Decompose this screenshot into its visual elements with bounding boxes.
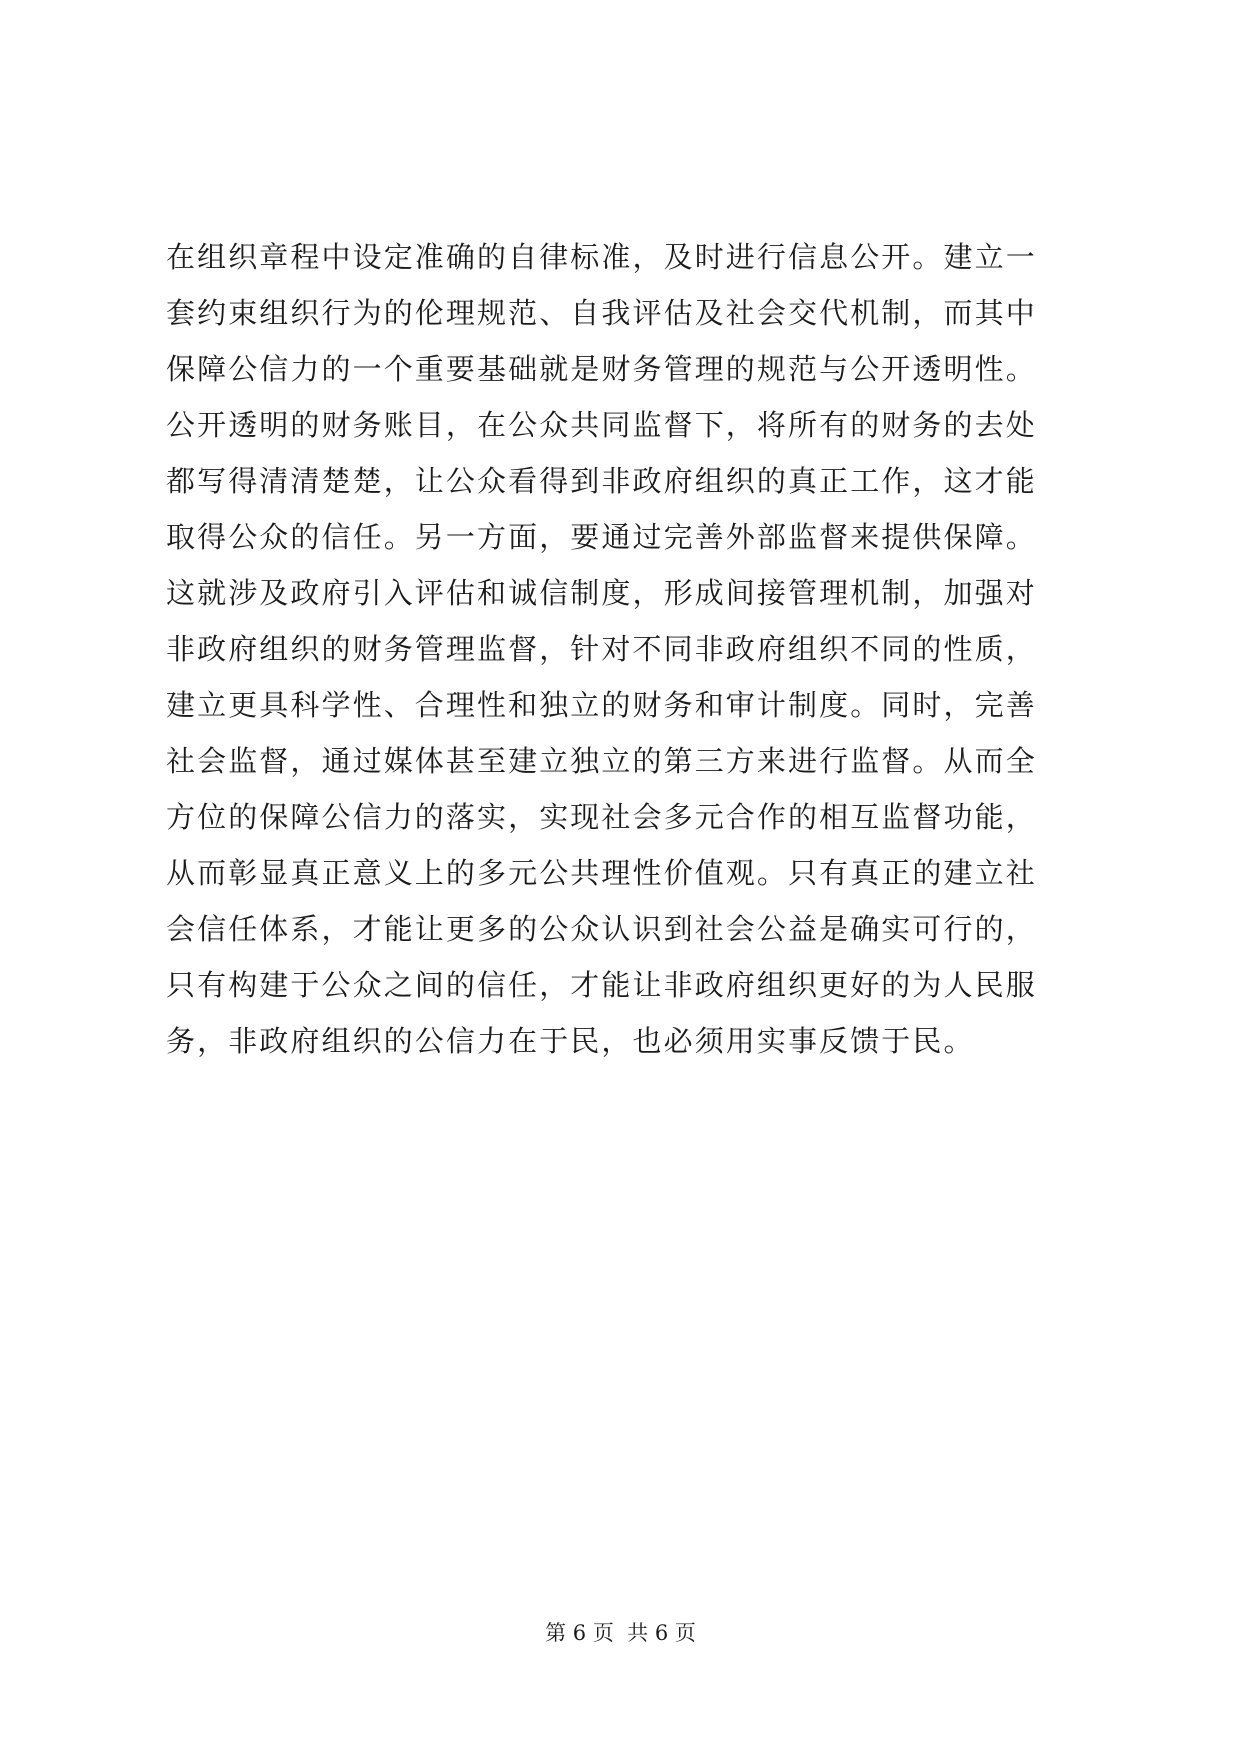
text-line: 取得公众的信任。另一方面，要通过完善外部监督来提供保障。 bbox=[166, 520, 1037, 554]
text-line: 非政府组织的财务管理监督，针对不同非政府组织不同的性质， bbox=[166, 632, 1037, 666]
text-line: 这就涉及政府引入评估和诚信制度，形成间接管理机制，加强对 bbox=[166, 576, 1037, 610]
text-line: 建立更具科学性、合理性和独立的财务和审计制度。同时，完善 bbox=[166, 688, 1037, 722]
text-line: 公开透明的财务账目，在公众共同监督下，将所有的财务的去处 bbox=[166, 408, 1037, 442]
text-line: 方位的保障公信力的落实，实现社会多元合作的相互监督功能， bbox=[166, 800, 1037, 834]
text-line: 在组织章程中设定准确的自律标准，及时进行信息公开。建立一 bbox=[166, 240, 1037, 274]
text-line: 社会监督，通过媒体甚至建立独立的第三方来进行监督。从而全 bbox=[166, 744, 1037, 778]
body-paragraph bbox=[166, 229, 1078, 1069]
text-line: 套约束组织行为的伦理规范、自我评估及社会交代机制，而其中 bbox=[166, 296, 1037, 330]
text-line: 都写得清清楚楚，让公众看得到非政府组织的真正工作，这才能 bbox=[166, 464, 1037, 498]
text-line: 保障公信力的一个重要基础就是财务管理的规范与公开透明性。 bbox=[166, 352, 1037, 386]
text-line: 从而彰显真正意义上的多元公共理性价值观。只有真正的建立社 bbox=[166, 856, 1037, 890]
text-line: 会信任体系，才能让更多的公众认识到社会公益是确实可行的， bbox=[166, 912, 1037, 946]
text-line: 务，非政府组织的公信力在于民，也必须用实事反馈于民。 bbox=[166, 1024, 975, 1058]
page-footer bbox=[0, 1618, 1241, 1648]
page-number-label: 第 6 页 共 6 页 bbox=[545, 1621, 696, 1645]
text-line: 只有构建于公众之间的信任，才能让非政府组织更好的为人民服 bbox=[166, 968, 1037, 1002]
